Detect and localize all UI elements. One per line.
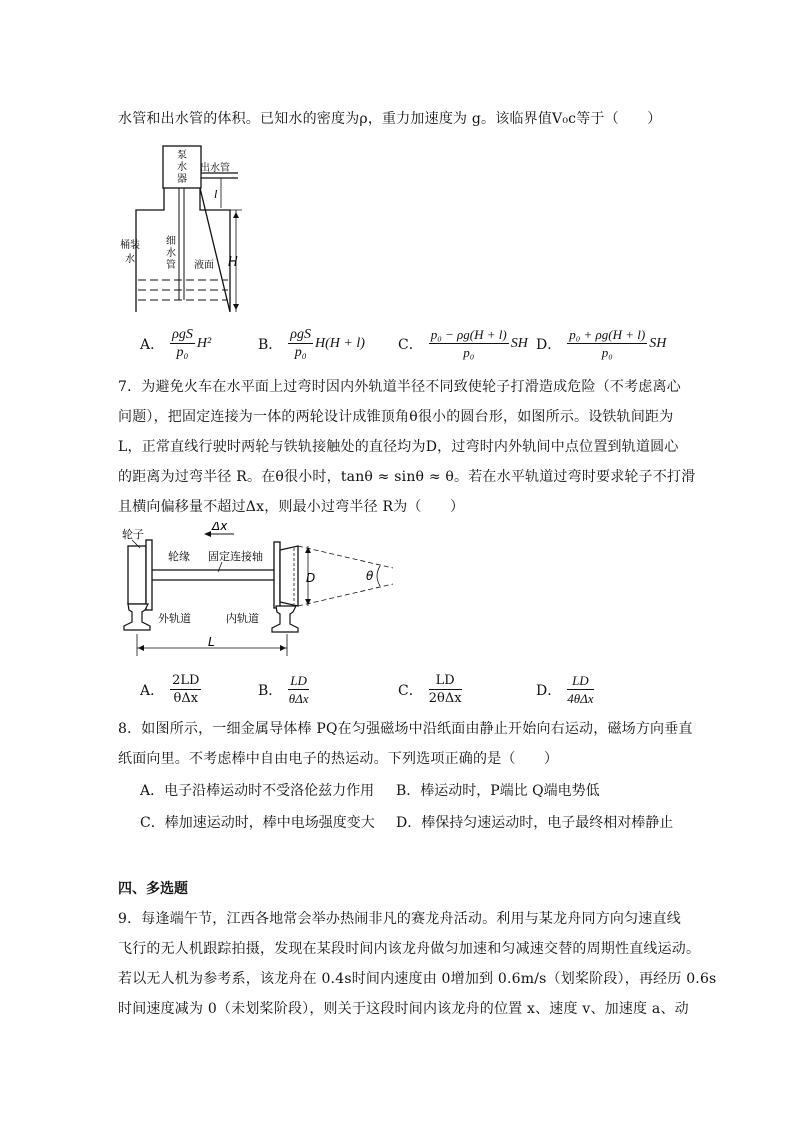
wheelset-figure — [118, 522, 408, 662]
inner-rail-label: 内轨道 — [226, 612, 259, 625]
q6-option-b[interactable]: B． $\frac{\text{ρgS}}{\text{p₀}}$ H(H + l) — [258, 327, 365, 360]
q8-option-b[interactable]: B．棒运动时，P端比 Q端电势低 — [396, 783, 600, 799]
q9-line-1: 9．每逢端午节，江西各地常会举办热闹非凡的赛龙舟活动。利用与某龙舟同方向匀速直线 — [118, 911, 681, 927]
flange-label: 轮缘 — [168, 550, 190, 563]
pump-bucket-figure — [118, 140, 248, 320]
surface-label: 液面 — [194, 260, 214, 271]
bucket-label: 桶 — [120, 240, 130, 251]
L-label: L — [208, 635, 215, 649]
svg-text:器: 器 — [177, 174, 187, 185]
dx-label: Δx — [212, 522, 228, 533]
tube-label: 细 — [166, 236, 176, 247]
H-label: H — [228, 255, 238, 270]
outlet-label: 出水管 — [200, 163, 230, 174]
q6-option-a[interactable]: A． $\frac{\text{ρgS}}{\text{p₀}}$ H² — [140, 327, 212, 360]
q8-line-2: 纸面向里。不考虑棒中自由电子的热运动。下列选项正确的是（ ） — [118, 751, 559, 767]
left-wheel — [128, 546, 146, 604]
axle-label: 固定连接轴 — [208, 550, 263, 563]
q8-option-a[interactable]: A．电子沿棒运动时不受洛伦兹力作用 — [140, 783, 375, 799]
q7-line-5: 且横向偏移量不超过Δx，则最小过弯半径 R为（ ） — [118, 499, 465, 515]
outer-rail — [124, 604, 150, 630]
svg-text:水: 水 — [177, 162, 187, 173]
inner-rail — [272, 606, 298, 632]
q7-option-d[interactable]: D． $\frac{LD}{\text{4θΔx}}$ — [536, 673, 594, 706]
q8-option-c[interactable]: C．棒加速运动时，棒中电场强度变大 — [140, 815, 375, 831]
q9-line-4: 时间速度减为 0（未划桨阶段），则关于这段时间内该龙舟的位置 x、速度 v、加速度 a、动 — [118, 1001, 689, 1017]
q7-line-3: L，正常直线行驶时两轮与铁轨接触处的直径均为D，过弯时内外轨间中点位置到轨道圆心 — [118, 439, 679, 455]
l-label: l — [214, 187, 218, 201]
q6-intro: 水管和出水管的体积。已知水的密度为ρ，重力加速度为 g。该临界值V₀c等于（ ） — [118, 111, 662, 127]
theta-label: θ — [366, 569, 374, 583]
q7-option-b[interactable]: B． $\frac{LD}{\text{θΔx}}$ — [258, 673, 309, 706]
q6-option-c[interactable]: C． $\frac{\text{p₀ − ρg(H + l)}}{\text{p₀}}$ SH — [398, 327, 528, 360]
q9-line-3: 若以无人机为参考系，该龙舟在 0.4s时间内速度由 0增加到 0.6m/s（划桨阶段），再经历 0.6s — [118, 971, 717, 987]
section-heading: 四、多选题 — [118, 881, 188, 897]
q7-option-c[interactable]: C． $\frac{LD}{\text{2θΔx}}$ — [398, 673, 462, 706]
q7-line-4: 的距离为过弯半径 R。在θ很小时，tanθ ≈ sinθ ≈ θ。若在水平轨道过弯时要求轮子不打滑 — [118, 469, 696, 485]
right-wheel — [280, 546, 298, 606]
wheel-label: 轮子 — [122, 528, 144, 541]
q7-line-2: 问题），把固定连接为一体的两轮设计成锥顶角θ很小的圆台形，如图所示。设铁轨间距为 — [118, 409, 674, 425]
outer-rail-label: 外轨道 — [158, 612, 191, 625]
svg-text:管: 管 — [166, 260, 176, 271]
q6-option-d[interactable]: D． $\frac{\text{p₀ + ρg(H + l)}}{\text{p₀}}$ SH — [536, 327, 667, 360]
pump-label: 泵 — [177, 150, 187, 161]
q8-option-d[interactable]: D．棒保持匀速运动时，电子最终相对棒静止 — [396, 815, 674, 831]
q8-line-1: 8．如图所示，一细金属导体棒 PQ在匀强磁场中沿纸面由静止开始向右运动，磁场方向垂直 — [118, 721, 693, 737]
q9-line-2: 飞行的无人机跟踪拍摄，发现在某段时间内该龙舟做匀加速和匀减速交替的周期性直线运动。 — [118, 941, 701, 957]
q7-line-1: 7．为避免火车在水平面上过弯时因内外轨道半径不同致使轮子打滑造成危险（不考虑离心 — [118, 379, 681, 395]
D-label: D — [306, 571, 316, 585]
svg-text:装: 装 — [130, 240, 140, 251]
svg-text:水: 水 — [125, 254, 135, 265]
svg-text:水: 水 — [166, 248, 176, 259]
q7-option-a[interactable]: A． $\frac{2LD}{\text{θΔx}}$ — [140, 673, 200, 706]
